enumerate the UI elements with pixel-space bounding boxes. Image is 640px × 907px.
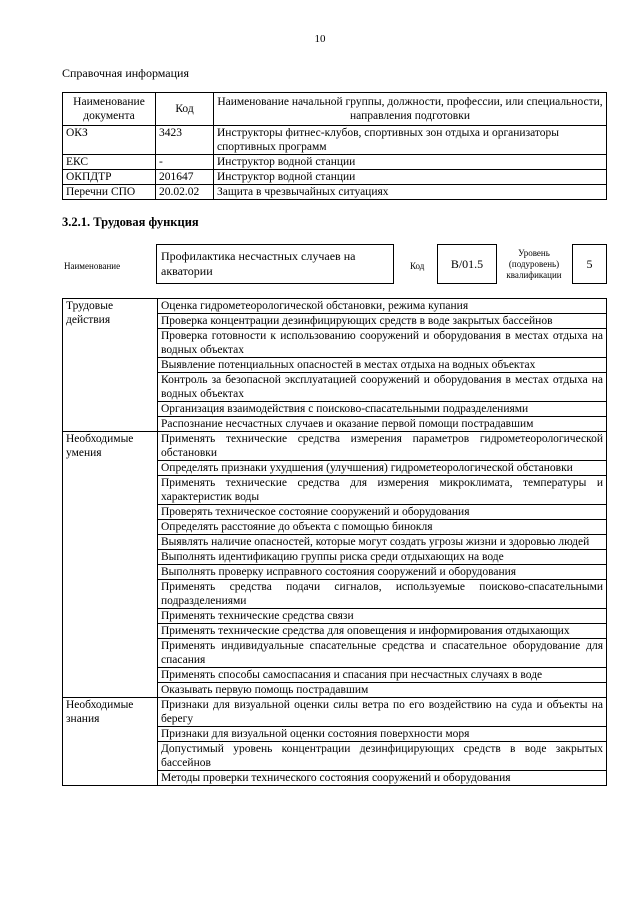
skill-item: Выполнять идентификацию группы риска среди отдыхающих на воде — [158, 550, 607, 565]
reference-row — [63, 155, 607, 170]
skill-item: Определять признаки ухудшения (улучшения) гидрометеорологической обстановки — [158, 461, 607, 476]
skill-item: Применять индивидуальные спасательные средства и спасательное оборудование для спасания — [158, 639, 607, 668]
reference-row — [63, 185, 607, 200]
labor-action-item: Оценка гидрометеорологической обстановки, режима купания — [158, 299, 607, 314]
table-row — [63, 299, 607, 314]
labor-action-item: Проверка концентрации дезинфицирующих средств в воде закрытых бассейнов — [158, 314, 607, 329]
skill-item: Определять расстояние до объекта с помощью бинокля — [158, 520, 607, 535]
labor-action-item: Выявление потенциальных опасностей в местах отдыха на водных объектах — [158, 358, 607, 373]
reference-table — [62, 92, 607, 200]
skill-item: Применять технические средства измерения параметров гидрометеорологической обстановки — [158, 432, 607, 461]
row-document: ЕКС — [63, 155, 156, 170]
page-number: 10 — [314, 33, 326, 45]
skill-item: Выполнять проверку исправного состояния сооружений и оборудования — [158, 565, 607, 580]
function-heading: 3.2.1. Трудовая функция — [62, 215, 199, 229]
row-name: Защита в чрезвычайных ситуациях — [214, 185, 607, 200]
row-name: Инструктор водной станции — [214, 170, 607, 185]
row-document: Перечни СПО — [63, 185, 156, 200]
knowledge-item: Признаки для визуальной оценки силы ветра по его воздействию на суда и объекты на берегу — [158, 698, 607, 727]
required-knowledge-label: Необходимые знания — [63, 698, 158, 786]
reference-title: Справочная информация — [62, 66, 189, 80]
row-document: ОКПДТР — [63, 170, 156, 185]
skill-item: Применять технические средства связи — [158, 609, 607, 624]
row-code: 201647 — [156, 170, 214, 185]
required-skills-label: Необходимые умения — [63, 432, 158, 698]
function-name-value: Профилактика несчастных случаев на акватории — [156, 244, 394, 284]
labor-action-item: Организация взаимодействия с поисково-спасательными подразделениями — [158, 402, 607, 417]
function-code-value: B/01.5 — [437, 244, 497, 284]
skill-item: Выявлять наличие опасностей, которые могут создать угрозы жизни и здоровью людей — [158, 535, 607, 550]
skill-item: Применять технические средства для оповещения и информирования отдыхающих — [158, 624, 607, 639]
labor-action-item: Проверка готовности к использованию сооружений и оборудования в местах отдыха на водных объектах — [158, 329, 607, 358]
reference-row — [63, 170, 607, 185]
knowledge-item: Методы проверки технического состояния сооружений и оборудования — [158, 771, 607, 786]
reference-header-row — [63, 93, 607, 126]
header-code: Код — [156, 93, 214, 126]
row-code: - — [156, 155, 214, 170]
labor-action-item: Распознание несчастных случаев и оказание первой помощи пострадавшим — [158, 417, 607, 432]
function-level-label: Уровень (подуровень) квалификации — [506, 248, 562, 280]
skill-item: Применять средства подачи сигналов, используемые поисково-спасательными подразделениями — [158, 580, 607, 609]
skill-item: Применять технические средства для измерения микроклимата, температуры и характеристик воды — [158, 476, 607, 505]
knowledge-item: Допустимый уровень концентрации дезинфицирующих средств в воде закрытых бассейнов — [158, 742, 607, 771]
table-row — [63, 432, 607, 461]
row-name: Инструкторы фитнес-клубов, спортивных зон отдыха и организаторы спортивных программ — [214, 126, 607, 155]
table-row — [63, 698, 607, 727]
knowledge-item: Признаки для визуальной оценки состояния поверхности моря — [158, 727, 607, 742]
header-name: Наименование начальной группы, должности, профессии, или специальности, направления подготовки — [214, 93, 607, 126]
function-detail-table — [62, 298, 607, 786]
function-code-label: Код — [410, 261, 425, 271]
skill-item: Оказывать первую помощь пострадавшим — [158, 683, 607, 698]
reference-row — [63, 126, 607, 155]
row-document: ОКЗ — [63, 126, 156, 155]
function-level-value: 5 — [572, 244, 607, 284]
header-document: Наименование документа — [63, 93, 156, 126]
labor-action-item: Контроль за безопасной эксплуатацией сооружений и оборудования в местах отдыха на водных объектах — [158, 373, 607, 402]
function-name-label: Наименование — [64, 261, 121, 271]
row-code: 20.02.02 — [156, 185, 214, 200]
skill-item: Применять способы самоспасания и спасания при несчастных случаях в воде — [158, 668, 607, 683]
labor-actions-label: Трудовые действия — [63, 299, 158, 432]
function-summary — [62, 244, 607, 284]
row-name: Инструктор водной станции — [214, 155, 607, 170]
row-code: 3423 — [156, 126, 214, 155]
skill-item: Проверять техническое состояние сооружений и оборудования — [158, 505, 607, 520]
